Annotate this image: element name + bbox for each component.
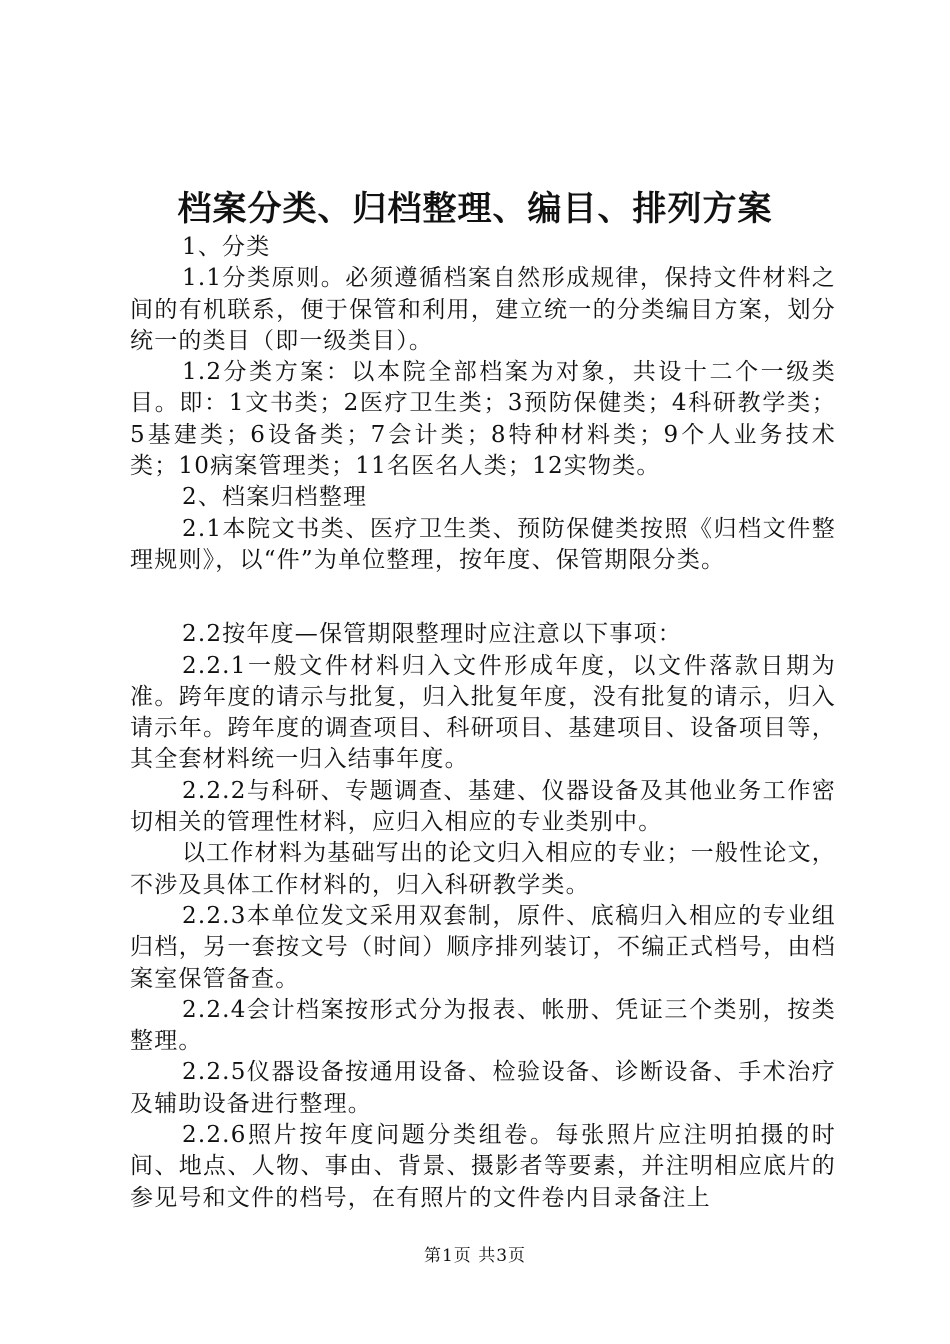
page-number-footer: 第1页 共3页 — [423, 1246, 527, 1266]
paragraph: 1.1分类原则。必须遵循档案自然形成规律，保持文件材料之间的有机联系，便于保管和利用，建立统一的分类编目方案，划分统一的类目（即一级类目）。 — [130, 265, 836, 354]
document-title: 档案分类、归档整理、编目、排列方案 — [177, 189, 773, 229]
document-body — [130, 232, 836, 1214]
paragraph: 2.2按年度—保管期限整理时应注意以下事项： — [182, 621, 682, 648]
paragraph-gap — [130, 576, 836, 619]
paragraph: 以工作材料为基础写出的论文归入相应的专业；一般性论文，不涉及具体工作材料的，归入科研教学类。 — [130, 840, 836, 898]
section-heading: 1、分类 — [182, 234, 271, 260]
paragraph: 1.2分类方案：以本院全部档案为对象，共设十二个一级类目。即：1文书类；2医疗卫生类；3预防保健类；4科研教学类；5基建类；6设备类；7会计类；8特种材料类；9个人业务技术类；10病案管理类；11名医名人类；12实物类。 — [130, 359, 836, 480]
paragraph: 2.2.2与科研、专题调查、基建、仪器设备及其他业务工作密切相关的管理性材料，应归入相应的专业类别中。 — [130, 777, 836, 836]
paragraph: 2.2.5仪器设备按通用设备、检验设备、诊断设备、手术治疗及辅助设备进行整理。 — [130, 1059, 836, 1117]
paragraph: 2.2.6照片按年度问题分类组卷。每张照片应注明拍摄的时间、地点、人物、事由、背景、摄影者等要素，并注明相应底片的参见号和文件的档号，在有照片的文件卷内目录备注上 — [130, 1122, 836, 1211]
paragraph: 2.2.1一般文件材料归入文件形成年度，以文件落款日期为准。跨年度的请示与批复，归入批复年度，没有批复的请示，归入请示年。跨年度的调查项目、科研项目、基建项目、设备项目等，其全套材料统一归入结事年度。 — [130, 652, 836, 773]
section-heading: 2、档案归档整理 — [182, 484, 368, 511]
paragraph: 2.1本院文书类、医疗卫生类、预防保健类按照《归档文件整理规则》，以“件”为单位整理，按年度、保管期限分类。 — [130, 515, 836, 573]
paragraph: 2.2.4会计档案按形式分为报表、帐册、凭证三个类别，按类整理。 — [130, 996, 836, 1055]
paragraph: 2.2.3本单位发文采用双套制，原件、底稿归入相应的专业组归档，另一套按文号（时间）顺序排列装订，不编正式档号，由档案室保管备查。 — [130, 902, 836, 992]
